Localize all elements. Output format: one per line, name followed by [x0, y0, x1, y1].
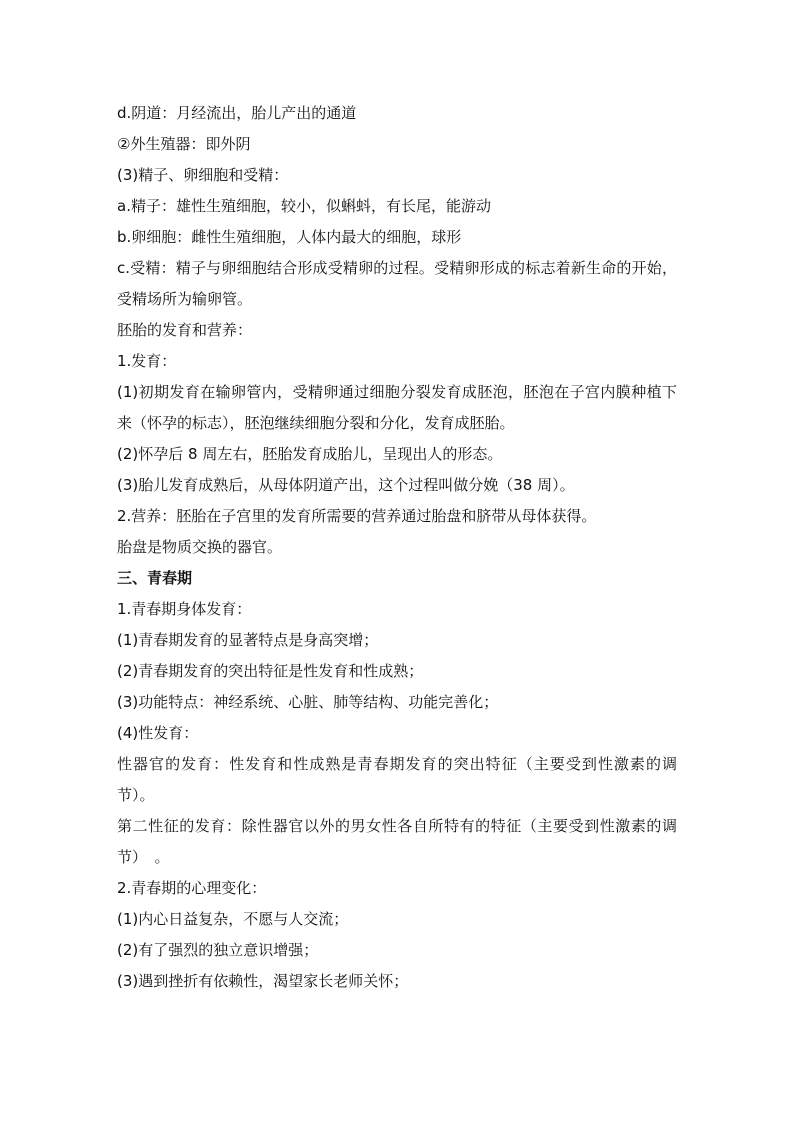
text-line-birth: (3)胎儿发育成熟后，从母体阴道产出，这个过程叫做分娩（38 周）。	[117, 476, 575, 494]
text-line-8-weeks: (2)怀孕后 8 周左右，胚胎发育成胎儿，呈现出人的形态。	[117, 445, 503, 463]
text-para-sex-organs: 性器官的发育：性发育和性成熟是青春期发育的突出特征（主要受到性激素的调节）。	[117, 755, 677, 804]
text-line-sexual-maturity: (2)青春期发育的突出特征是性发育和性成熟；	[117, 662, 424, 680]
text-line-function: (3)功能特点：神经系统、心脏、肺等结构、功能完善化；	[117, 693, 499, 711]
section-heading-puberty: 三、青春期	[117, 569, 193, 587]
text-line-vagina: d.阴道：月经流出，胎儿产出的通道	[117, 104, 357, 122]
text-line-embryo-heading: 胚胎的发育和营养：	[117, 321, 253, 339]
text-line-height-growth: (1)青春期发育的显著特点是身高突增；	[117, 631, 379, 649]
text-line-placenta: 胎盘是物质交换的器官。	[117, 538, 283, 556]
text-line-dependence: (3)遇到挫折有依赖性，渴望家长老师关怀；	[117, 972, 409, 990]
text-line-complex-heart: (1)内心日益复杂，不愿与人交流；	[117, 910, 349, 928]
text-para-fertilization: c.受精：精子与卵细胞结合形成受精卵的过程。受精卵形成的标志着新生命的开始，受精场所为输卵管。	[117, 259, 677, 308]
text-para-early-development: (1)初期发育在输卵管内，受精卵通过细胞分裂发育成胚泡，胚泡在子宫内膜种植下来（怀孕的标志），胚泡继续细胞分裂和分化，发育成胚胎。	[117, 383, 677, 432]
text-line-sexual-development: (4)性发育：	[117, 724, 199, 742]
document-page	[117, 98, 677, 997]
text-line-sperm: a.精子：雄性生殖细胞，较小，似蝌蚪，有长尾，能游动	[117, 197, 491, 215]
text-para-secondary-traits: 第二性征的发育：除性器官以外的男女性各自所特有的特征（主要受到性激素的调节） 。	[117, 817, 677, 866]
text-line-nutrition: 2.营养：胚胎在子宫里的发育所需要的营养通过胎盘和脐带从母体获得。	[117, 507, 597, 525]
text-line-puberty-body: 1.青春期身体发育：	[117, 600, 252, 618]
text-line-independence: (2)有了强烈的独立意识增强；	[117, 941, 319, 959]
text-line-psychology: 2.青春期的心理变化：	[117, 879, 267, 897]
text-line-development: 1.发育：	[117, 352, 177, 370]
text-line-sperm-egg-fertilization: (3)精子、卵细胞和受精：	[117, 166, 289, 184]
text-line-egg-cell: b.卵细胞：雌性生殖细胞，人体内最大的细胞，球形	[117, 228, 462, 246]
text-line-external-genitalia: ②外生殖器：即外阴	[117, 135, 251, 153]
